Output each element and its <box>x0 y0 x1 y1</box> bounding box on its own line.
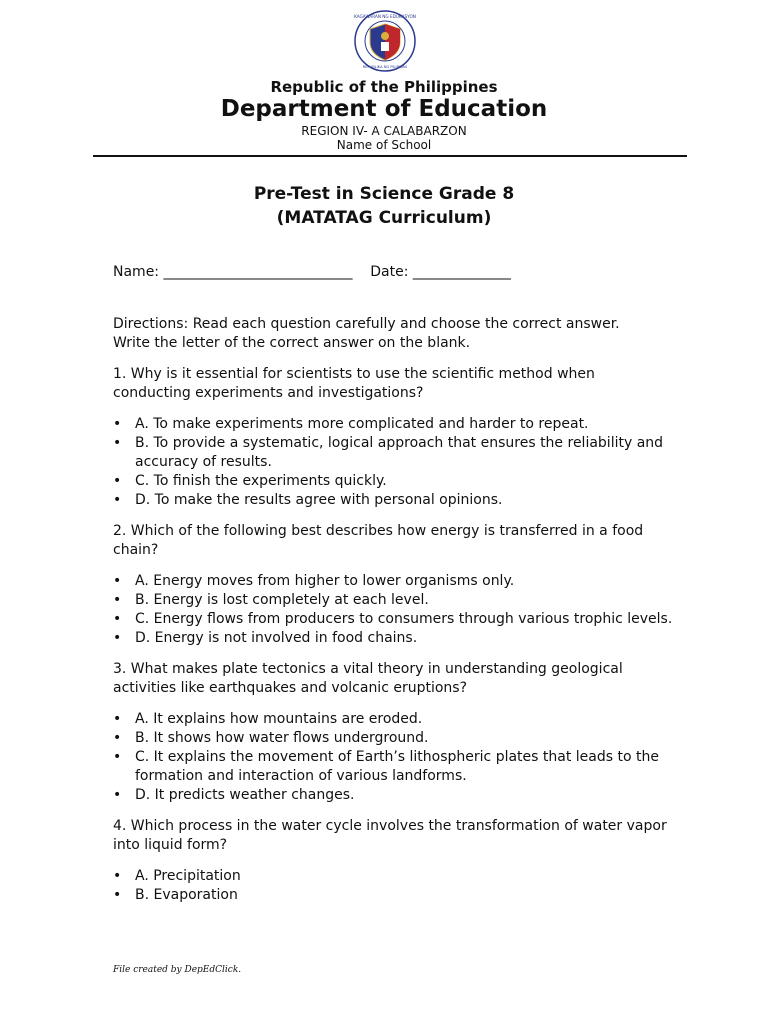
choice-item <box>113 434 673 472</box>
test-subtitle: (MATATAG Curriculum) <box>276 208 492 228</box>
question-block-1 <box>113 365 673 510</box>
bullet-icon: • <box>113 573 122 589</box>
school-name-label: Name of School <box>336 138 432 152</box>
directions <box>113 315 673 353</box>
bullet-icon: • <box>113 730 122 746</box>
choice-text: A. It explains how mountains are eroded. <box>135 711 423 727</box>
question-text: 4. Which process in the water cycle involves the transformation of water vapor into liquid form? <box>113 818 667 853</box>
bullet-icon: • <box>113 887 122 903</box>
header-divider <box>93 155 687 157</box>
choice-list <box>113 867 673 905</box>
choice-text: B. Energy is lost completely at each level. <box>135 592 429 608</box>
question-text: 2. Which of the following best describes how energy is transferred in a food chain? <box>113 523 644 558</box>
footer-credit: File created by DepEdClick. <box>113 965 242 975</box>
republic-heading: Republic of the Philippines <box>270 78 498 96</box>
choice-item <box>113 710 673 729</box>
choice-list <box>113 710 673 805</box>
question-block-3 <box>113 660 673 805</box>
choice-item <box>113 415 673 434</box>
choice-text: B. Evaporation <box>135 887 238 903</box>
test-title: Pre-Test in Science Grade 8 <box>253 184 515 204</box>
question-text: 1. Why is it essential for scientists to use the scientific method when conducting experiments and investigations? <box>113 366 595 401</box>
choice-item <box>113 572 673 591</box>
choice-item <box>113 867 673 886</box>
question-block-4 <box>113 817 673 905</box>
region-label: REGION IV- A CALABARZON <box>301 124 467 138</box>
question-text: 3. What makes plate tectonics a vital theory in understanding geological activities like earthquakes and volcanic eruptions? <box>113 661 623 696</box>
bullet-icon: • <box>113 416 122 432</box>
choice-text: D. To make the results agree with personal opinions. <box>135 492 503 508</box>
choice-item <box>113 886 673 905</box>
choice-item <box>113 729 673 748</box>
choice-text: C. Energy flows from producers to consumers through various trophic levels. <box>135 611 673 627</box>
choice-item <box>113 610 673 629</box>
choice-list <box>113 572 673 648</box>
bullet-icon: • <box>113 592 122 608</box>
question-block-2 <box>113 522 673 648</box>
name-date-fields: Name: ___________________________ Date: ______________ <box>113 264 511 280</box>
choice-text: A. To make experiments more complicated and harder to repeat. <box>135 416 589 432</box>
bullet-icon: • <box>113 435 122 451</box>
choice-item <box>113 786 673 805</box>
svg-text:KAGAWARAN NG EDUKASYON: KAGAWARAN NG EDUKASYON <box>354 14 416 19</box>
bullet-icon: • <box>113 630 122 646</box>
bullet-icon: • <box>113 492 122 508</box>
directions-line-1: Directions: Read each question carefully and choose the correct answer. <box>113 316 620 332</box>
bullet-icon: • <box>113 711 122 727</box>
bullet-icon: • <box>113 749 122 765</box>
choice-text: C. To finish the experiments quickly. <box>135 473 387 489</box>
choice-text: D. It predicts weather changes. <box>135 787 355 803</box>
choice-item <box>113 748 673 786</box>
bullet-icon: • <box>113 868 122 884</box>
choice-text: B. It shows how water flows underground. <box>135 730 429 746</box>
department-heading: Department of Education <box>220 96 548 122</box>
bullet-icon: • <box>113 611 122 627</box>
deped-seal-icon <box>354 10 416 72</box>
choice-text: A. Energy moves from higher to lower organisms only. <box>135 573 515 589</box>
choice-item <box>113 472 673 491</box>
choice-text: A. Precipitation <box>135 868 241 884</box>
svg-text:REPUBLIKA NG PILIPINAS: REPUBLIKA NG PILIPINAS <box>362 65 408 69</box>
choice-text: B. To provide a systematic, logical approach that ensures the reliability and accuracy of results. <box>135 435 664 470</box>
bullet-icon: • <box>113 787 122 803</box>
test-content <box>113 315 673 917</box>
choice-list <box>113 415 673 510</box>
choice-item <box>113 491 673 510</box>
choice-text: C. It explains the movement of Earth’s lithospheric plates that leads to the formation and interaction of various landforms. <box>135 749 659 784</box>
choice-item <box>113 629 673 648</box>
bullet-icon: • <box>113 473 122 489</box>
choice-item <box>113 591 673 610</box>
directions-line-2: Write the letter of the correct answer on the blank. <box>113 335 471 351</box>
choice-text: D. Energy is not involved in food chains. <box>135 630 418 646</box>
